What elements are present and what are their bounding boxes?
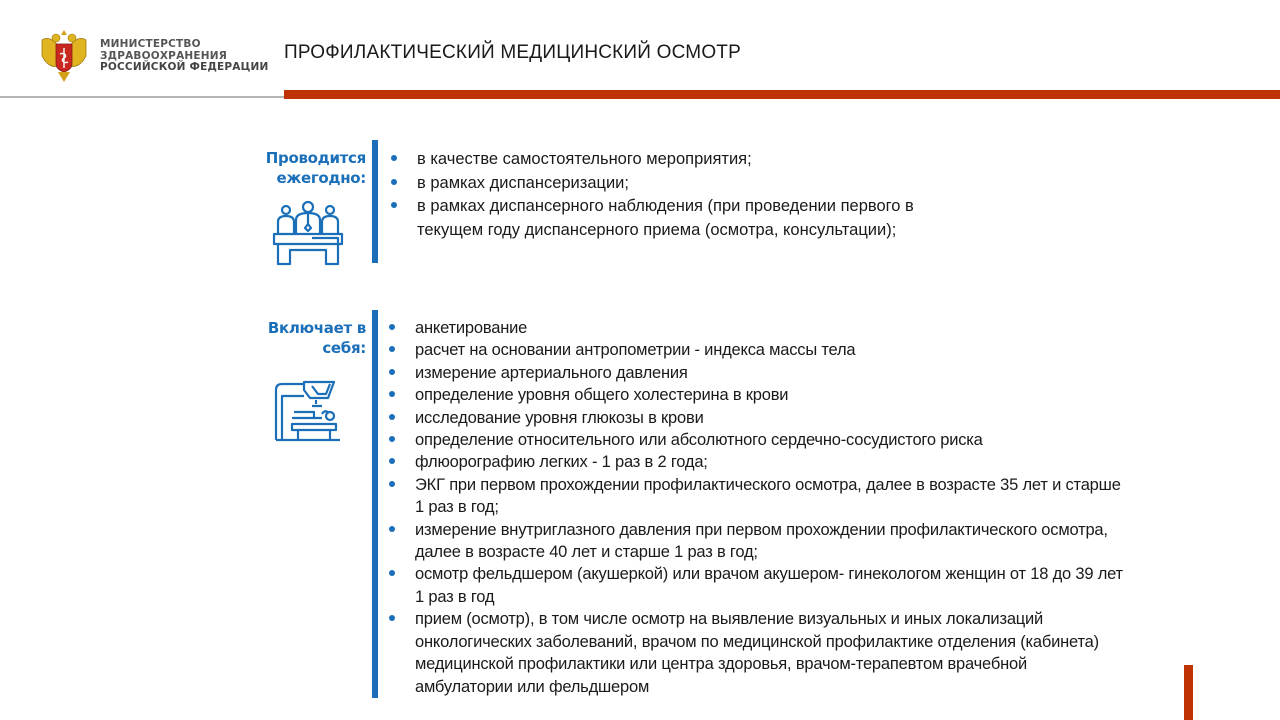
- list-item: флюорографию легких - 1 раз в 2 года;: [384, 451, 1124, 473]
- section-divider: [372, 140, 378, 263]
- header-divider-gray: [0, 96, 288, 98]
- section-label-includes: [232, 318, 366, 358]
- includes-list: [384, 317, 1124, 698]
- meeting-people-icon: [272, 200, 344, 268]
- list-item: определение относительного или абсолютного сердечно-сосудистого риска: [384, 429, 1124, 451]
- annual-list: [386, 148, 926, 242]
- ministry-line-2: ЗДРАВООХРАНЕНИЯ: [100, 49, 228, 62]
- label-line: ежегодно:: [276, 169, 366, 187]
- list-item: расчет на основании антропометрии - индекса массы тела: [384, 339, 1124, 361]
- list-item: в рамках диспансерного наблюдения (при проведении первого в текущем году диспансерного приема (осмотра, консультации);: [386, 195, 926, 242]
- header-divider-red: [284, 90, 1280, 99]
- ministry-line-3: РОССИЙСКОЙ ФЕДЕРАЦИИ: [100, 61, 269, 73]
- list-item: анкетирование: [384, 317, 1124, 339]
- ministry-line-1: МИНИСТЕРСТВО: [100, 38, 201, 50]
- footer-accent-bar: [1184, 665, 1193, 720]
- section-label-annually: [232, 148, 366, 188]
- label-line: Проводится: [265, 149, 366, 167]
- list-item: в качестве самостоятельного мероприятия;: [386, 148, 926, 172]
- medical-scanner-icon: [272, 378, 344, 444]
- list-item: измерение внутриглазного давления при первом прохождении профилактического осмотра, далее в возрасте 40 лет и старше 1 раз в год;: [384, 519, 1124, 564]
- coat-of-arms-icon: [34, 26, 94, 86]
- page-title: ПРОФИЛАКТИЧЕСКИЙ МЕДИЦИНСКИЙ ОСМОТР: [284, 42, 741, 63]
- list-item: измерение артериального давления: [384, 362, 1124, 384]
- list-item: в рамках диспансеризации;: [386, 172, 926, 196]
- list-item: прием (осмотр), в том числе осмотр на выявление визуальных и иных локализаций онкологических заболеваний, врачом по медицинской профилактике отделения (кабинета) медицинской профилактики или центра здоровья, врачом-терапевтом врачебной амбулатории или фельдшером: [384, 608, 1124, 698]
- list-item: исследование уровня глюкозы в крови: [384, 407, 1124, 429]
- list-item: осмотр фельдшером (акушеркой) или врачом акушером- гинекологом женщин от 18 до 39 лет 1 раз в год: [384, 563, 1124, 608]
- ministry-name: [100, 39, 269, 74]
- list-item: ЭКГ при первом прохождении профилактического осмотра, далее в возрасте 35 лет и старше 1 раз в год;: [384, 474, 1124, 519]
- list-item: определение уровня общего холестерина в крови: [384, 384, 1124, 406]
- section-divider: [372, 310, 378, 698]
- label-line: Включает в: [267, 319, 366, 337]
- label-line: себя:: [322, 339, 366, 357]
